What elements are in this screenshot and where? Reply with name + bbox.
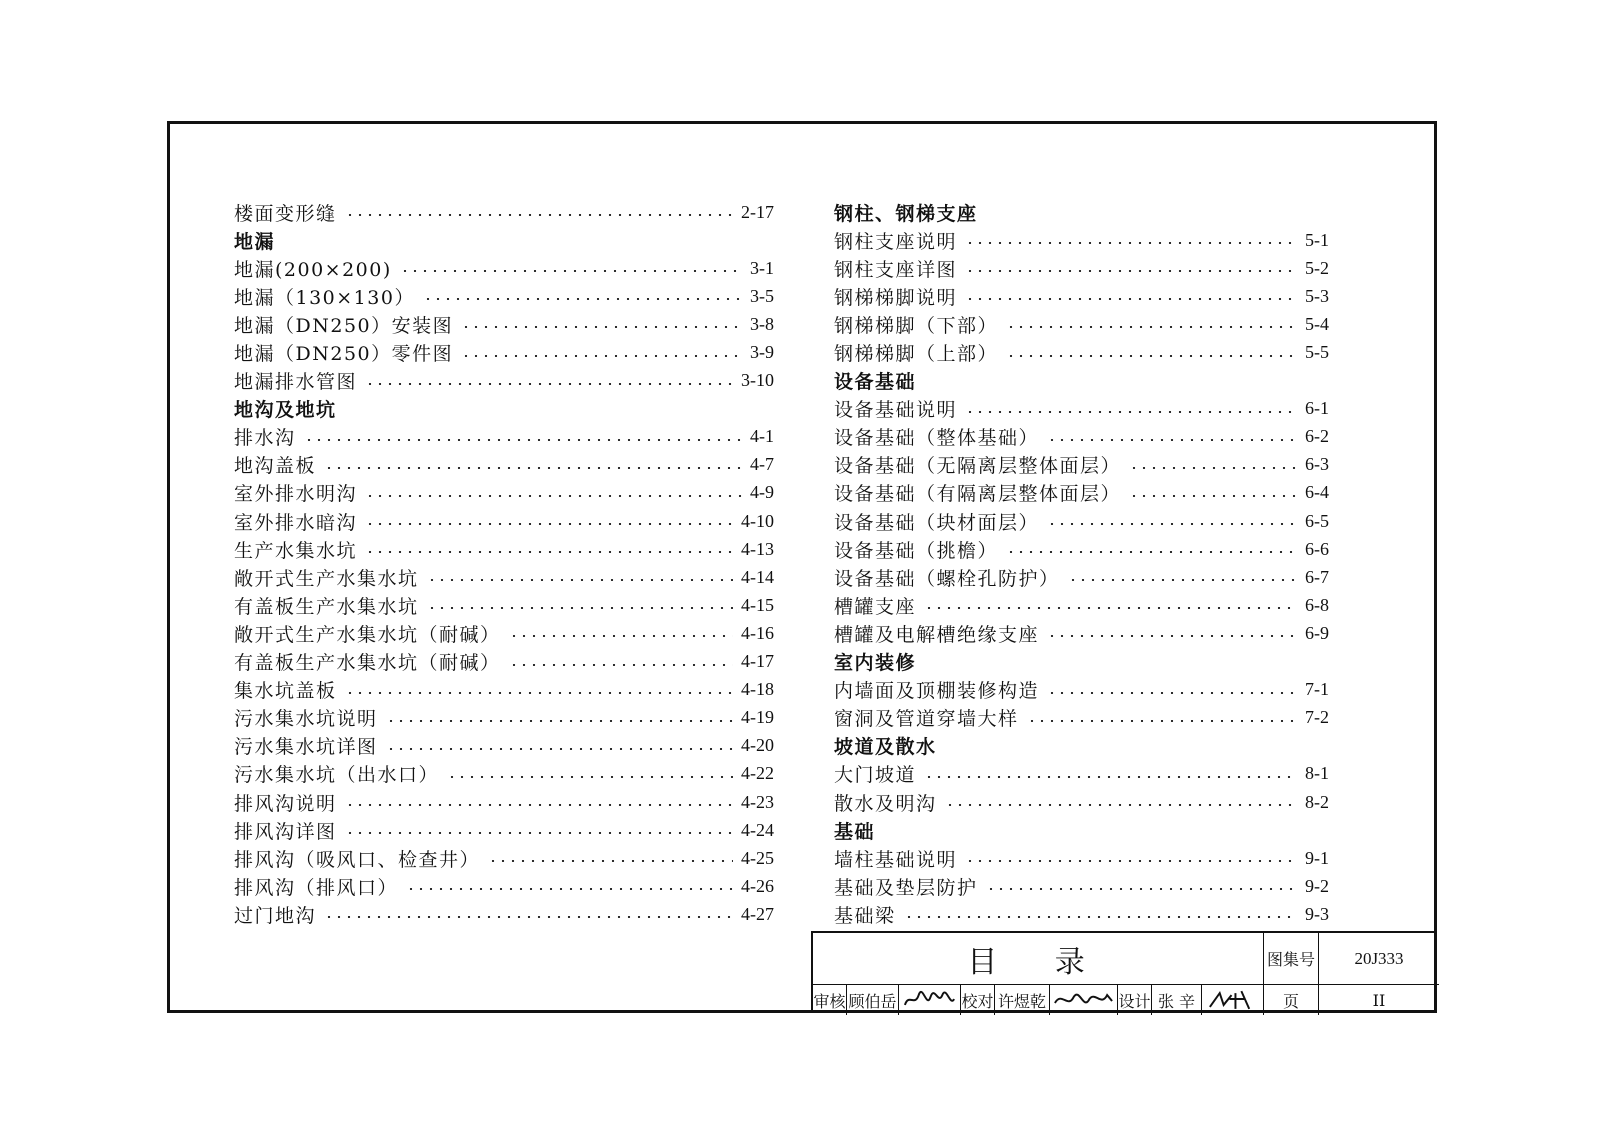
entry-label: 有盖板生产水集水坑（耐碱）: [234, 652, 501, 675]
toc-entry: [834, 900, 1329, 928]
leader-dots: [1027, 720, 1297, 722]
toc-section-heading: [834, 198, 1329, 226]
entry-page-number: 6-5: [1305, 510, 1329, 531]
section-heading-text: 地漏: [234, 230, 276, 253]
entry-label: 地漏（DN250）零件图: [234, 343, 454, 366]
toc-entry: [834, 535, 1329, 563]
leader-dots: [904, 916, 1297, 918]
toc-entry: [234, 900, 774, 928]
toc-entry: [234, 282, 774, 310]
toc-entry: [234, 844, 774, 872]
leader-dots: [461, 326, 742, 328]
toc-section-heading: [834, 367, 1329, 395]
design-label: 设计: [1118, 985, 1152, 1015]
leader-dots: [447, 776, 733, 778]
toc-entry: [234, 254, 774, 282]
entry-page-number: 6-9: [1305, 622, 1329, 643]
section-heading-text: 坡道及散水: [834, 736, 937, 759]
entry-page-number: 9-3: [1305, 903, 1329, 924]
entry-page-number: 7-1: [1305, 679, 1329, 700]
toc-entry: [234, 648, 774, 676]
entry-label: 设备基础（整体基础）: [834, 427, 1040, 450]
entry-label: 污水集水坑说明: [234, 708, 378, 731]
entry-page-number: 9-1: [1305, 847, 1329, 868]
toc-entry: [834, 451, 1329, 479]
toc-entry: [834, 423, 1329, 451]
toc-entry: [234, 732, 774, 760]
toc-entry: [834, 872, 1329, 900]
entry-label: 集水坑盖板: [234, 680, 337, 703]
toc-entry: [234, 451, 774, 479]
toc-entry: [834, 254, 1329, 282]
check-signature: [1050, 985, 1118, 1015]
entry-label: 散水及明沟: [834, 792, 937, 815]
entry-page-number: 4-15: [741, 594, 774, 615]
leader-dots: [965, 298, 1297, 300]
entry-label: 槽罐支座: [834, 595, 917, 618]
leader-dots: [965, 860, 1297, 862]
check-name: 许煜乾: [995, 985, 1050, 1015]
entry-page-number: 6-7: [1305, 566, 1329, 587]
toc-entry: [234, 479, 774, 507]
entry-label: 有盖板生产水集水坑: [234, 595, 419, 618]
leader-dots: [406, 888, 733, 890]
leader-dots: [345, 692, 733, 694]
entry-label: 地漏(200×200): [234, 258, 392, 281]
entry-label: 钢梯梯脚（下部）: [834, 314, 999, 337]
toc-entry: [234, 423, 774, 451]
toc-entry: [234, 198, 774, 226]
toc-entry: [234, 619, 774, 647]
document-title: 目 录: [813, 933, 1264, 985]
leader-dots: [365, 523, 733, 525]
entry-page-number: 6-3: [1305, 454, 1329, 475]
check-signature-mark: [1050, 985, 1117, 1015]
leader-dots: [345, 214, 733, 216]
toc-entry: [834, 760, 1329, 788]
entry-label: 设备基础（挑檐）: [834, 539, 999, 562]
toc-entry: [834, 619, 1329, 647]
entry-page-number: 6-6: [1305, 538, 1329, 559]
leader-dots: [965, 411, 1297, 413]
leader-dots: [365, 495, 742, 497]
entry-label: 地漏排水管图: [234, 371, 358, 394]
entry-label: 敞开式生产水集水坑（耐碱）: [234, 623, 501, 646]
entry-label: 基础及垫层防护: [834, 876, 978, 899]
toc-section-heading: [834, 816, 1329, 844]
leader-dots: [1047, 635, 1297, 637]
entry-page-number: 6-1: [1305, 398, 1329, 419]
section-heading-text: 基础: [834, 820, 876, 843]
entry-label: 地漏（130×130）: [234, 286, 415, 309]
entry-page-number: 3-5: [750, 285, 774, 306]
entry-page-number: 5-3: [1305, 285, 1329, 306]
entry-page-number: 4-25: [741, 847, 774, 868]
entry-page-number: 9-2: [1305, 875, 1329, 896]
entry-page-number: 5-1: [1305, 229, 1329, 250]
leader-dots: [965, 242, 1297, 244]
toc-entry: [234, 563, 774, 591]
entry-page-number: 4-9: [750, 482, 774, 503]
leader-dots: [488, 860, 733, 862]
entry-label: 大门坡道: [834, 764, 917, 787]
entry-label: 敞开式生产水集水坑: [234, 567, 419, 590]
section-heading-text: 钢柱、钢梯支座: [834, 202, 978, 225]
entry-label: 污水集水坑（出水口）: [234, 764, 440, 787]
toc-entry: [234, 788, 774, 816]
leader-dots: [1047, 523, 1297, 525]
entry-label: 室外排水暗沟: [234, 511, 358, 534]
entry-label: 地漏（DN250）安装图: [234, 314, 454, 337]
entry-label: 基础梁: [834, 904, 896, 927]
entry-page-number: 8-1: [1305, 763, 1329, 784]
leader-dots: [986, 888, 1297, 890]
leader-dots: [965, 270, 1297, 272]
entry-label: 窗洞及管道穿墙大样: [834, 708, 1019, 731]
toc-entry: [834, 338, 1329, 366]
leader-dots: [924, 607, 1297, 609]
review-signature: [899, 985, 961, 1015]
entry-label: 排风沟说明: [234, 792, 337, 815]
page-label: 页: [1264, 985, 1319, 1015]
toc-entry: [234, 535, 774, 563]
leader-dots: [1129, 495, 1297, 497]
entry-page-number: 2-17: [741, 201, 774, 222]
toc-entry: [834, 563, 1329, 591]
leader-dots: [386, 748, 733, 750]
leader-dots: [1129, 467, 1297, 469]
design-signature: [1202, 985, 1264, 1015]
toc-entry: [834, 479, 1329, 507]
entry-label: 设备基础（无隔离层整体面层）: [834, 455, 1122, 478]
toc-entry: [234, 704, 774, 732]
leader-dots: [1047, 439, 1297, 441]
review-name: 顾伯岳: [847, 985, 899, 1015]
toc-entry: [834, 395, 1329, 423]
toc-right-column: [834, 198, 1329, 928]
leader-dots: [386, 720, 733, 722]
toc-section-heading: [834, 648, 1329, 676]
leader-dots: [345, 804, 733, 806]
check-label: 校对: [961, 985, 995, 1015]
entry-label: 排水沟: [234, 427, 296, 450]
toc-entry: [834, 788, 1329, 816]
review-signature-mark: [899, 985, 960, 1015]
entry-label: 地沟盖板: [234, 455, 317, 478]
entry-label: 设备基础（螺栓孔防护）: [834, 567, 1060, 590]
leader-dots: [924, 776, 1297, 778]
leader-dots: [365, 383, 733, 385]
entry-page-number: 4-16: [741, 622, 774, 643]
design-name: 张 辛: [1152, 985, 1202, 1015]
leader-dots: [1006, 326, 1297, 328]
toc-entry: [234, 367, 774, 395]
review-label: 审核: [813, 985, 847, 1015]
design-signature-mark: [1202, 985, 1263, 1015]
entry-page-number: 3-9: [750, 342, 774, 363]
toc-entry: [234, 872, 774, 900]
entry-label: 楼面变形缝: [234, 202, 337, 225]
toc-entry: [234, 760, 774, 788]
entry-label: 排风沟（排风口）: [234, 876, 399, 899]
leader-dots: [423, 298, 742, 300]
leader-dots: [427, 607, 733, 609]
toc-section-heading: [234, 226, 774, 254]
entry-page-number: 5-2: [1305, 257, 1329, 278]
entry-page-number: 8-2: [1305, 791, 1329, 812]
toc-entry: [234, 816, 774, 844]
entry-label: 生产水集水坑: [234, 539, 358, 562]
toc-entry: [834, 226, 1329, 254]
entry-page-number: 6-8: [1305, 594, 1329, 615]
entry-page-number: 6-4: [1305, 482, 1329, 503]
entry-page-number: 5-4: [1305, 313, 1329, 334]
toc-entry: [834, 282, 1329, 310]
page-number: II: [1372, 990, 1386, 1010]
entry-label: 钢柱支座说明: [834, 230, 958, 253]
leader-dots: [1006, 355, 1297, 357]
section-heading-text: 室内装修: [834, 652, 917, 675]
leader-dots: [365, 551, 733, 553]
leader-dots: [345, 832, 733, 834]
entry-page-number: 4-13: [741, 538, 774, 559]
entry-page-number: 4-1: [750, 426, 774, 447]
title-block: [811, 931, 1437, 1013]
toc-entry: [234, 507, 774, 535]
entry-page-number: 6-2: [1305, 426, 1329, 447]
entry-label: 内墙面及顶棚装修构造: [834, 680, 1040, 703]
toc-section-heading: [234, 395, 774, 423]
entry-page-number: 5-5: [1305, 342, 1329, 363]
entry-label: 污水集水坑详图: [234, 736, 378, 759]
toc-left-column: [234, 198, 774, 928]
entry-label: 钢梯梯脚（上部）: [834, 343, 999, 366]
toc-entry: [834, 844, 1329, 872]
leader-dots: [1006, 551, 1297, 553]
entry-page-number: 4-24: [741, 819, 774, 840]
toc-entry: [234, 338, 774, 366]
toc-entry: [834, 591, 1329, 619]
leader-dots: [1068, 579, 1297, 581]
entry-page-number: 4-18: [741, 679, 774, 700]
entry-label: 设备基础说明: [834, 399, 958, 422]
toc-entry: [834, 507, 1329, 535]
entry-page-number: 3-8: [750, 313, 774, 334]
leader-dots: [427, 579, 733, 581]
entry-label: 设备基础（块材面层）: [834, 511, 1040, 534]
entry-page-number: 4-7: [750, 454, 774, 475]
entry-label: 过门地沟: [234, 904, 317, 927]
entry-page-number: 4-22: [741, 763, 774, 784]
entry-page-number: 4-23: [741, 791, 774, 812]
leader-dots: [945, 804, 1297, 806]
entry-page-number: 4-19: [741, 707, 774, 728]
entry-page-number: 4-17: [741, 651, 774, 672]
entry-label: 排风沟（吸风口、检查井）: [234, 848, 481, 871]
toc-entry: [234, 676, 774, 704]
toc-section-heading: [834, 732, 1329, 760]
leader-dots: [400, 270, 742, 272]
entry-label: 排风沟详图: [234, 820, 337, 843]
entry-page-number: 7-2: [1305, 707, 1329, 728]
entry-label: 室外排水明沟: [234, 483, 358, 506]
leader-dots: [324, 916, 733, 918]
entry-page-number: 4-26: [741, 875, 774, 896]
leader-dots: [509, 635, 733, 637]
leader-dots: [461, 355, 742, 357]
entry-page-number: 4-27: [741, 903, 774, 924]
entry-page-number: 3-10: [741, 370, 774, 391]
entry-page-number: 4-10: [741, 510, 774, 531]
toc-entry: [834, 310, 1329, 338]
toc-entry: [234, 591, 774, 619]
atlas-number-label: 图集号: [1264, 933, 1319, 985]
leader-dots: [509, 664, 733, 666]
entry-page-number: 4-20: [741, 735, 774, 756]
entry-label: 墙柱基础说明: [834, 848, 958, 871]
toc-entry: [834, 704, 1329, 732]
section-heading-text: 设备基础: [834, 371, 917, 394]
atlas-number: 20J333: [1319, 933, 1439, 985]
toc-entry: [834, 676, 1329, 704]
leader-dots: [1047, 692, 1297, 694]
entry-label: 钢梯梯脚说明: [834, 286, 958, 309]
section-heading-text: 地沟及地坑: [234, 399, 337, 422]
entry-label: 钢柱支座详图: [834, 258, 958, 281]
entry-label: 槽罐及电解槽绝缘支座: [834, 623, 1040, 646]
toc-entry: [234, 310, 774, 338]
entry-page-number: 4-14: [741, 566, 774, 587]
leader-dots: [304, 439, 742, 441]
leader-dots: [324, 467, 742, 469]
entry-page-number: 3-1: [750, 257, 774, 278]
entry-label: 设备基础（有隔离层整体面层）: [834, 483, 1122, 506]
